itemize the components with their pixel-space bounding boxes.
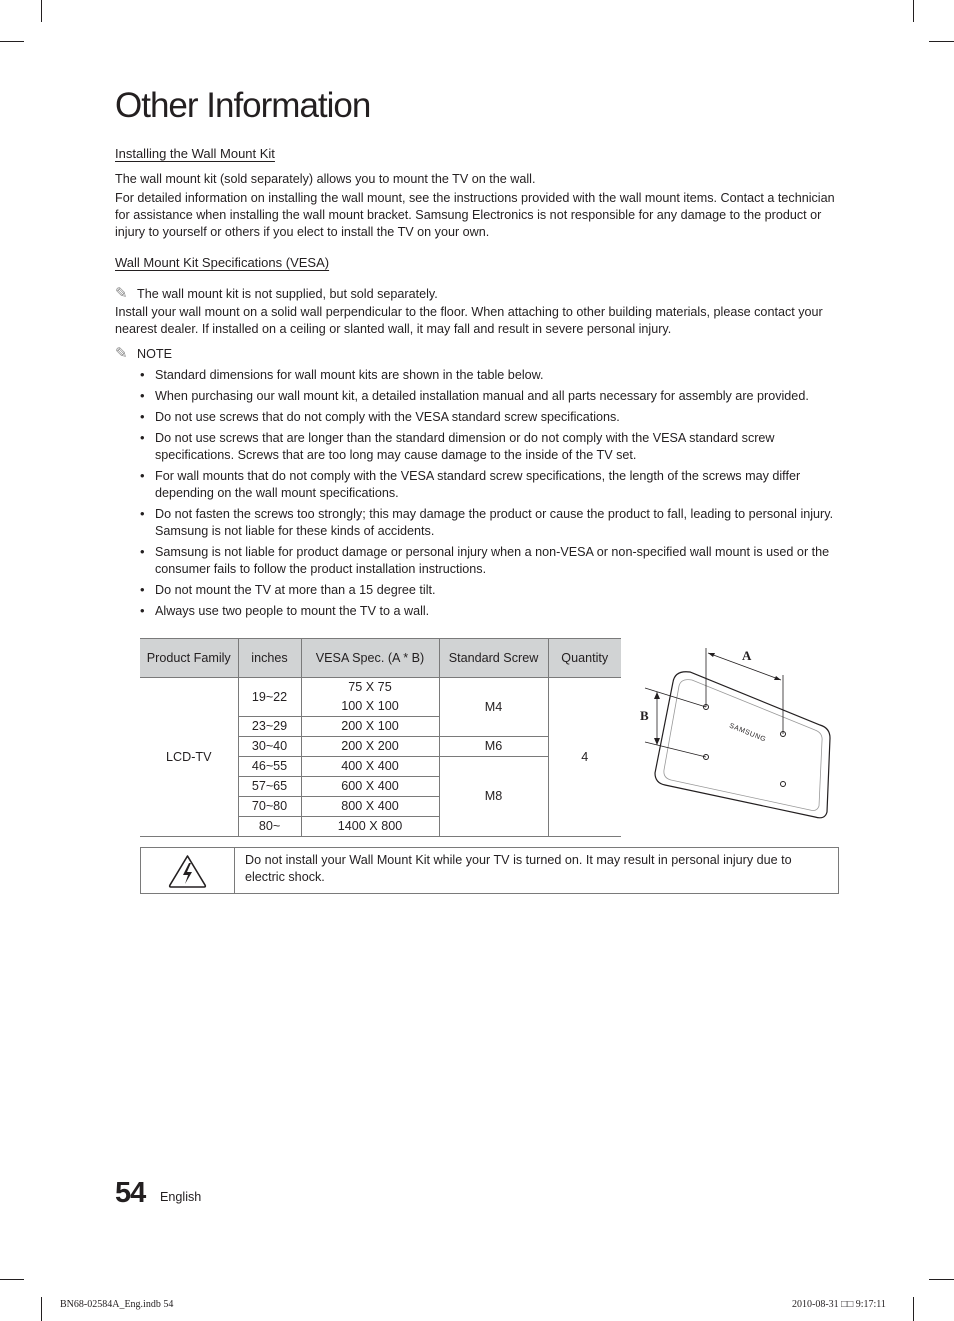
paragraph: For detailed information on installing the wall mount, see the instructions provided with the wall mount items. Contact a technician for assistance when installing the wall mount bracket. Samsung Electronics is not responsible for any damage to the product or injury to yourself or others if you elect to install the TV on your own. <box>115 191 835 239</box>
tv-panel <box>655 672 830 818</box>
table-cell: 19~22 <box>238 678 301 717</box>
table-cell: 200 X 200 <box>301 737 439 757</box>
arrowhead <box>654 738 660 745</box>
screw-hole <box>781 782 786 787</box>
list-item: • Do not mount the TV at more than a 15 degree tilt. <box>140 582 840 599</box>
section-heading-install: Installing the Wall Mount Kit <box>115 146 275 161</box>
list-item: • When purchasing our wall mount kit, a detailed installation manual and all parts necessary for assembly are provided. <box>140 388 840 405</box>
table-header: inches <box>238 639 301 678</box>
list-item: • Always use two people to mount the TV to a wall. <box>140 603 840 620</box>
table-cell-screw: M4 <box>439 678 548 737</box>
crop-mark <box>41 0 42 22</box>
table-header: Product Family <box>140 639 238 678</box>
table-cell: 200 X 100 <box>301 717 439 737</box>
crop-mark <box>41 1297 42 1321</box>
crop-mark <box>913 0 914 22</box>
brand-text: SAMSUNG <box>728 722 767 744</box>
page-language: English <box>160 1190 202 1204</box>
table-header-row <box>140 639 621 678</box>
table-cell-screw: M8 <box>439 757 548 837</box>
note-label: NOTE <box>137 347 172 361</box>
vesa-value: 75 X 75 <box>348 680 392 694</box>
paragraph: The wall mount kit (sold separately) allows you to mount the TV on the wall. <box>115 172 536 186</box>
footer-file: BN68-02584A_Eng.indb 54 <box>60 1299 174 1310</box>
pencil-icon: ✎ <box>115 285 128 302</box>
vesa-value: 100 X 100 <box>341 699 399 713</box>
list-item: • For wall mounts that do not comply with the VESA standard screw specifications, the length of the screws may differ depending on the wall mount specifications. <box>140 468 840 502</box>
note-heading <box>115 345 172 363</box>
table-cell-quantity: 4 <box>548 678 621 837</box>
list-item: • Samsung is not liable for product damage or personal injury when a non-VESA or non-specified wall mount is used or the consumer fails to follow the product installation instructions. <box>140 544 840 578</box>
table-cell: 46~55 <box>238 757 301 777</box>
note-bullet-list <box>140 367 840 620</box>
table-cell: 57~65 <box>238 777 301 797</box>
vesa-spec-table <box>140 638 621 837</box>
list-item: • Do not use screws that are longer than the standard dimension or do not comply with the VESA standard screw specifications. Screws that are too long may cause damage to the inside of the TV set. <box>140 430 840 464</box>
table-header: VESA Spec. (A * B) <box>301 639 439 678</box>
list-item: • Do not use screws that do not comply with the VESA standard screw specifications. <box>140 409 840 426</box>
table-cell: 800 X 400 <box>301 797 439 817</box>
footer-datetime: 2010-08-31 □□ 9:17:11 <box>792 1299 886 1310</box>
warning-box <box>140 847 839 894</box>
arrowhead <box>708 653 715 657</box>
table-cell-family: LCD-TV <box>140 678 238 837</box>
page-number: 54 <box>115 1177 146 1209</box>
label-a: A <box>742 648 752 663</box>
paragraph: Install your wall mount on a solid wall perpendicular to the floor. When attaching to other building materials, please contact your nearest dealer. If installed on a ceiling or slanted wall, it may fall and result in severe personal injury. <box>115 305 823 336</box>
table-row <box>140 678 621 717</box>
table-header: Standard Screw <box>439 639 548 678</box>
table-cell: 70~80 <box>238 797 301 817</box>
table-cell: 23~29 <box>238 717 301 737</box>
high-voltage-warning-icon <box>141 848 234 893</box>
list-item: • Do not fasten the screws too strongly; this may damage the product or cause the product to fall, leading to personal injury. Samsung is not liable for these kinds of accidents. <box>140 506 840 540</box>
label-b: B <box>640 708 649 723</box>
table-cell-screw: M6 <box>439 737 548 757</box>
crop-mark <box>929 41 954 42</box>
arrowhead <box>654 692 660 699</box>
page-title: Other Information <box>115 86 371 125</box>
note-line <box>115 285 438 303</box>
table-cell: 600 X 400 <box>301 777 439 797</box>
section-heading-vesa: Wall Mount Kit Specifications (VESA) <box>115 255 330 270</box>
warning-icon-cell <box>141 848 235 893</box>
table-cell: 30~40 <box>238 737 301 757</box>
crop-mark <box>913 1297 914 1321</box>
table-header: Quantity <box>548 639 621 678</box>
table-cell: 400 X 400 <box>301 757 439 777</box>
pencil-icon: ✎ <box>115 345 128 362</box>
table-cell: 80~ <box>238 817 301 837</box>
crop-mark <box>0 41 24 42</box>
arrowhead <box>774 676 781 680</box>
tv-back-diagram <box>635 640 835 825</box>
table-cell <box>301 678 439 717</box>
note-text: The wall mount kit is not supplied, but sold separately. <box>137 287 438 301</box>
crop-mark <box>0 1279 24 1280</box>
list-item: • Standard dimensions for wall mount kits are shown in the table below. <box>140 367 840 384</box>
crop-mark <box>929 1279 954 1280</box>
warning-text: Do not install your Wall Mount Kit while your TV is turned on. It may result in personal injury due to electric shock. <box>245 853 792 884</box>
table-cell: 1400 X 800 <box>301 817 439 837</box>
